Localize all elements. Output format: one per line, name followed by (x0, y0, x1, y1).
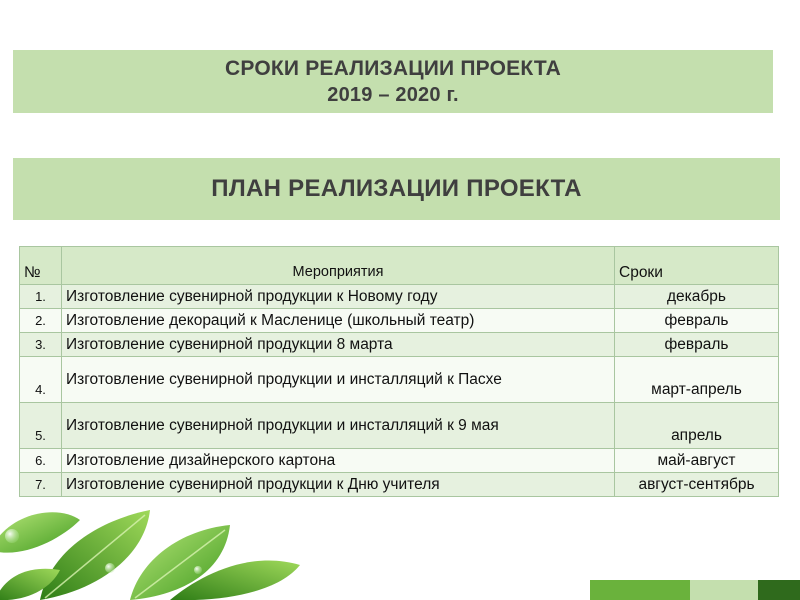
row-dates: февраль (615, 333, 779, 357)
row-activity: Изготовление сувенирной продукции 8 марта (62, 333, 615, 357)
row-num: 2. (20, 309, 62, 333)
page-title: СРОКИ РЕАЛИЗАЦИИ ПРОЕКТА (225, 56, 561, 80)
row-activity: Изготовление дизайнерского картона (62, 449, 615, 473)
water-drop (5, 529, 19, 543)
title-banner (13, 50, 773, 113)
row-num: 3. (20, 333, 62, 357)
table-header-row (20, 247, 779, 285)
header-activity: Мероприятия (62, 247, 615, 285)
row-activity: Изготовление сувенирной продукции к Дню учителя (62, 473, 615, 497)
row-num: 4. (20, 357, 62, 403)
years-subtitle: 2019 – 2020 г. (327, 83, 459, 106)
row-num: 6. (20, 449, 62, 473)
row-dates: март-апрель (615, 357, 779, 403)
row-activity: Изготовление сувенирной продукции и инсталляций к Пасхе (62, 357, 615, 403)
decor-bar-dark (758, 580, 800, 600)
row-num: 1. (20, 285, 62, 309)
row-activity: Изготовление сувенирной продукции к Новому году (62, 285, 615, 309)
table-row (20, 403, 779, 449)
header-num: № (20, 247, 62, 285)
water-drop (194, 566, 202, 574)
decor-bar-green (590, 580, 690, 600)
row-activity: Изготовление сувенирной продукции и инсталляций к 9 мая (62, 403, 615, 449)
water-drop (105, 563, 115, 573)
table-row (20, 449, 779, 473)
row-dates: февраль (615, 309, 779, 333)
plan-title: ПЛАН РЕАЛИЗАЦИИ ПРОЕКТА (211, 175, 582, 202)
row-num: 5. (20, 403, 62, 449)
green-leaves-illustration (0, 480, 360, 600)
row-dates: декабрь (615, 285, 779, 309)
table-row (20, 309, 779, 333)
row-num: 7. (20, 473, 62, 497)
row-dates: август-сентябрь (615, 473, 779, 497)
plan-banner (13, 158, 780, 220)
table-row (20, 357, 779, 403)
table-row (20, 285, 779, 309)
row-dates: апрель (615, 403, 779, 449)
row-activity: Изготовление декораций к Масленице (школьный театр) (62, 309, 615, 333)
decor-bar-light (690, 580, 758, 600)
header-dates: Сроки (615, 247, 779, 285)
row-dates: май-август (615, 449, 779, 473)
plan-table (19, 246, 779, 497)
table-row (20, 333, 779, 357)
